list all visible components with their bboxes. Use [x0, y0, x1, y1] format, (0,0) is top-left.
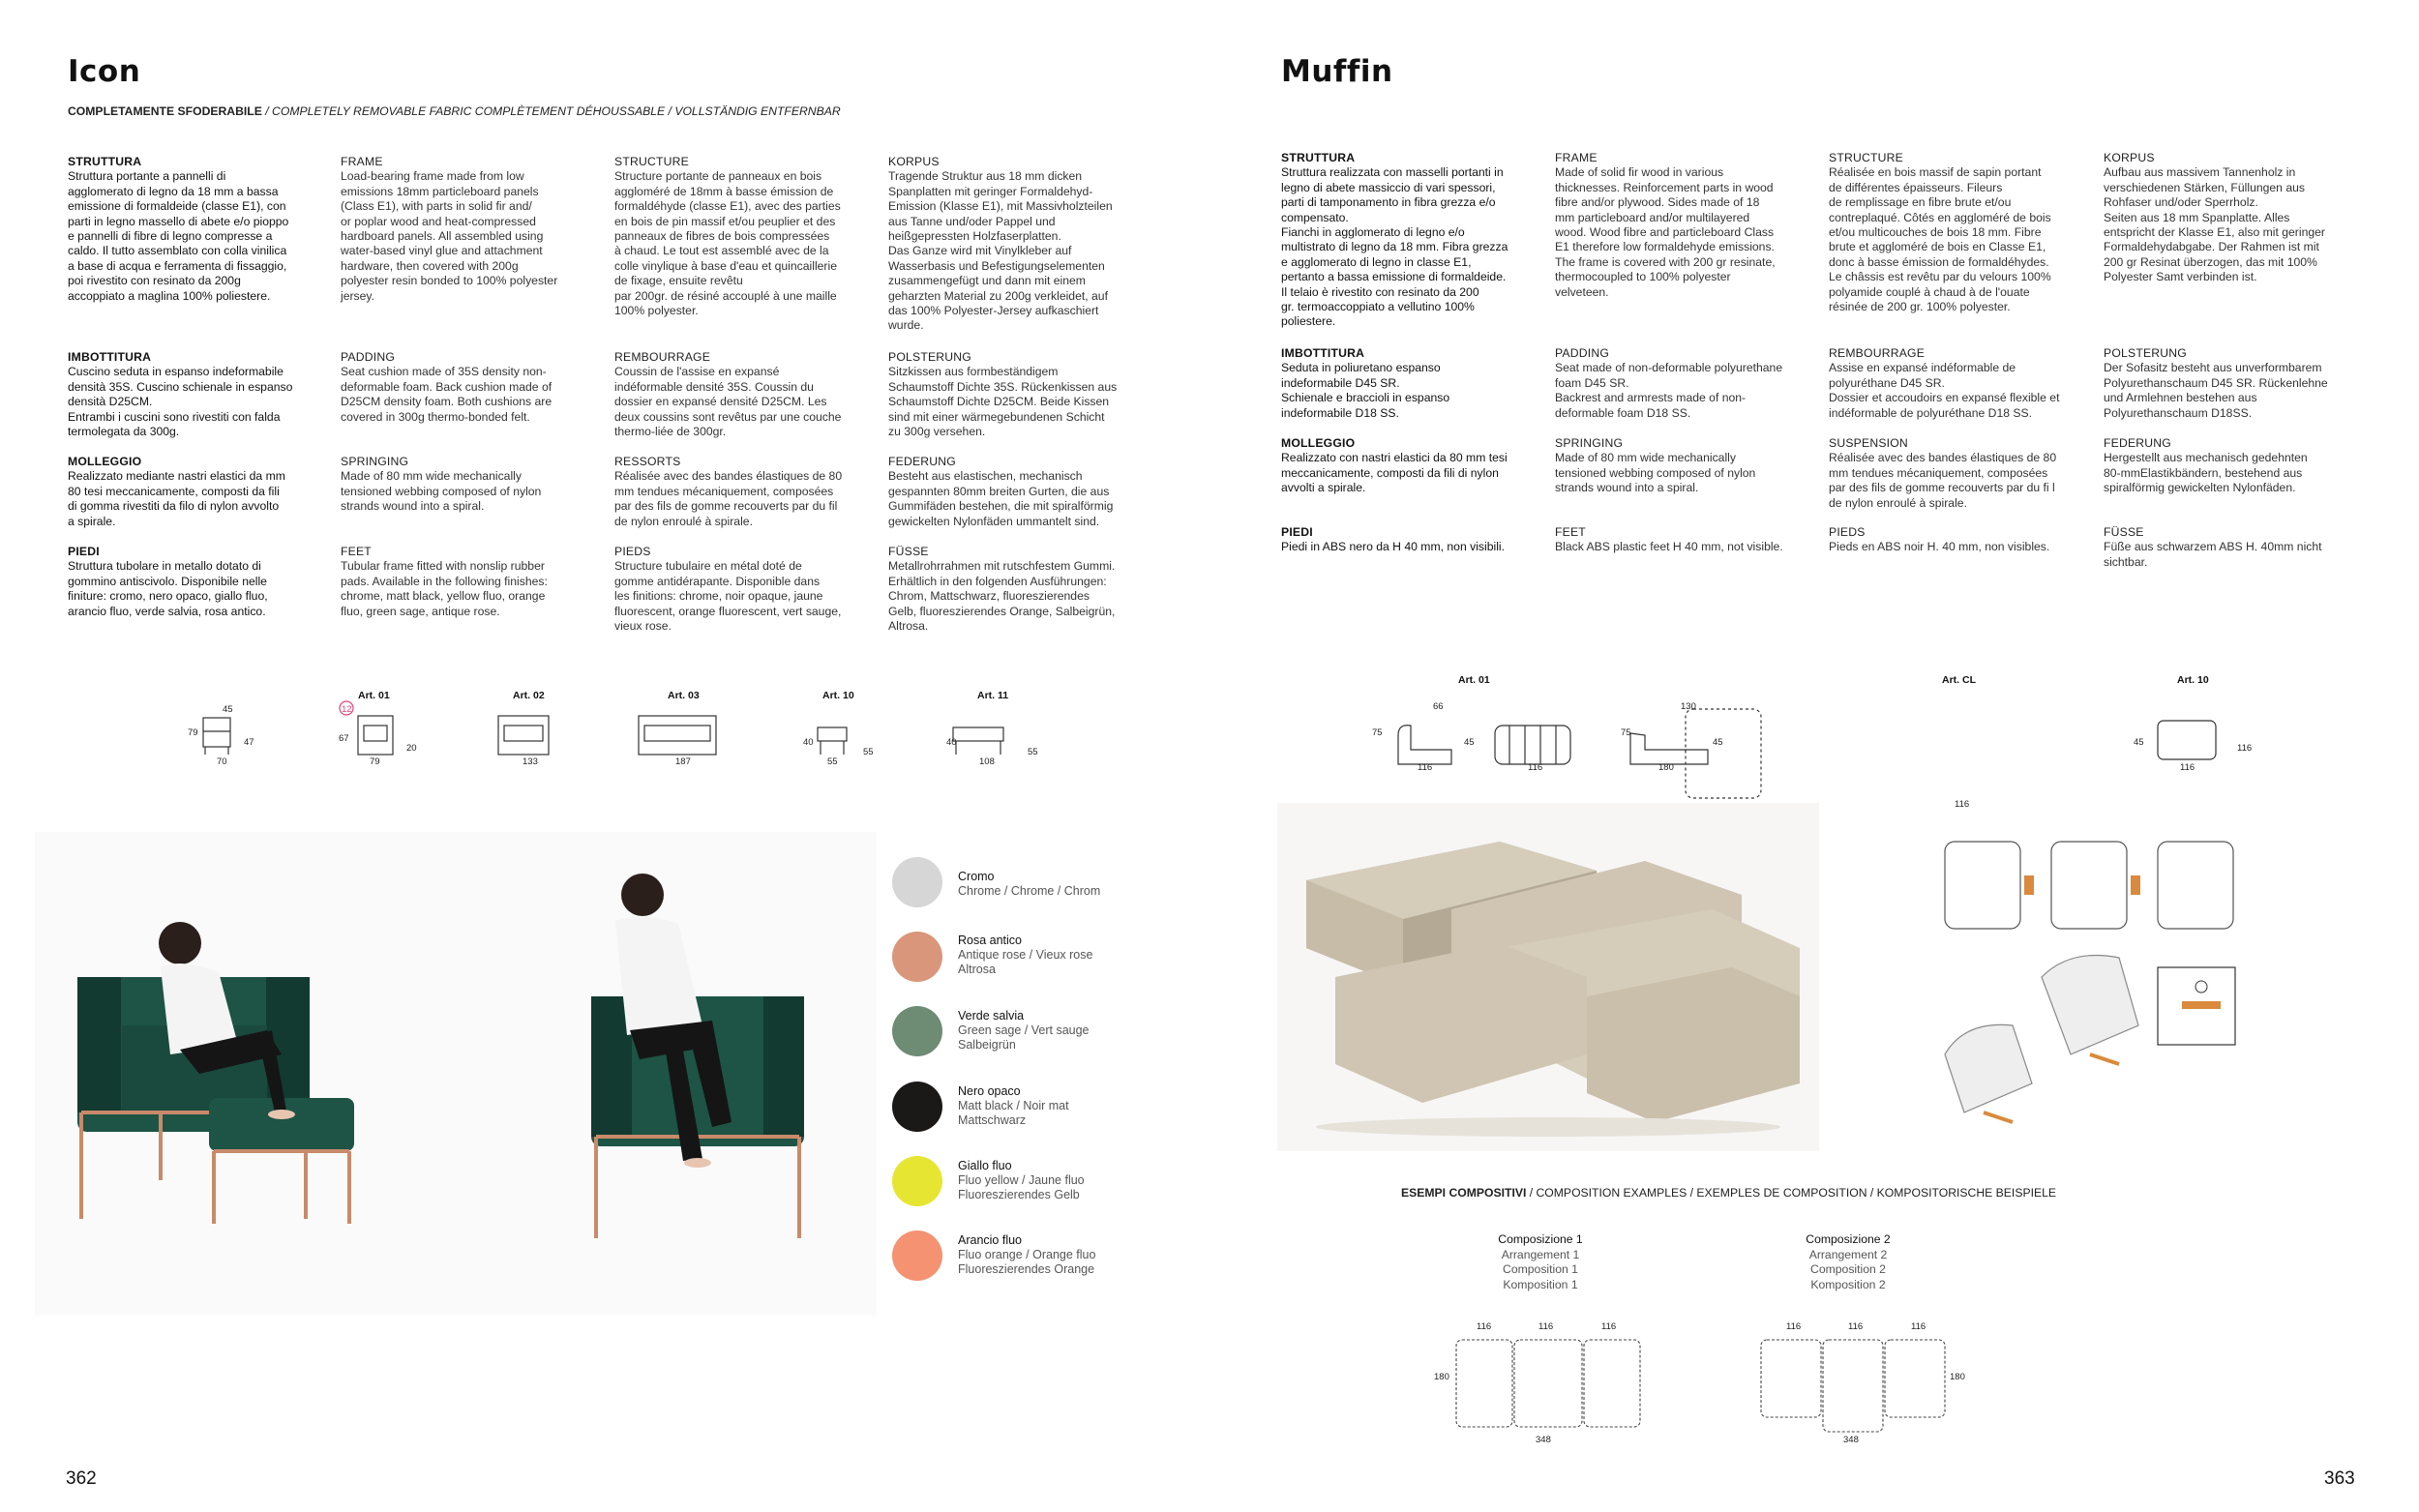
spec-de-federung: FEDERUNG Hergestellt aus mechanisch gedehnten 80-mmElastikbändern, bestehend aus spiralförmig gewickelten Nylonfäden. — [2104, 436, 2308, 495]
drawing-artcl-top — [1686, 709, 1761, 798]
composition-2-label: Composizione 2 Arrangement 2 Composition 2 Komposition 2 — [1806, 1232, 1891, 1291]
finish-giallo-fluo: Giallo fluo Fluo yellow / Jaune fluo Fluoreszierendes Gelb — [958, 1159, 1085, 1201]
dim-label: 116 — [1786, 1321, 1802, 1332]
drawing-bench — [953, 727, 1003, 741]
spec-de-korpus: KORPUS Aufbau aus massivem Tannenholz in verschiedenen Stärken, Füllungen aus Rohfaser und/oder Sperrholz. Seiten aus 18 mm Spanplatte. Alles entspricht der Klasse E1, also mit geringer Formaldehydabgabe. Der Rahmen ist mit 200 gr Resinat überzogen, das mit 100% Polyester Samt verbinden ist. — [2104, 151, 2325, 284]
article-art03: Art. 03 — [668, 690, 700, 701]
composition-1-drawing — [1427, 1316, 1659, 1441]
dim-label: 79 — [370, 756, 380, 767]
muffin-technical-drawings — [1355, 697, 2342, 813]
spec-de-polsterung: POLSTERUNG Sitzkissen aus formbeständigem Schaumstoff Dichte 35S. Rückenkissen aus Schaumstoff Dichte D25CM. Beide Kissen sind mit einer wärmegebundenen Schicht zu 300g versehen. — [888, 350, 1118, 439]
spec-it-molleggio: MOLLEGGIO Realizzato mediante nastri elastici da mm 80 tesi meccanicamente, composti da fili di gomma rivestiti da filo di nylon avvolto a spirale. — [68, 455, 285, 528]
dim-label: 70 — [217, 756, 227, 767]
composition-2-drawing — [1737, 1316, 1969, 1441]
composition-1-label: Composizione 1 Arrangement 1 Composition 1 Komposition 1 — [1498, 1232, 1583, 1291]
spec-en-feet: FEET Tubular frame fitted with nonslip rubber pads. Available in the following finishes: chrome, matt black, yellow fluo, orange fluo, green sage, antique rose. — [341, 545, 548, 618]
spec-fr-pieds: PIEDS Pieds en ABS noir H. 40 mm, non visibles. — [1829, 525, 2050, 554]
dim-label: 180 — [1950, 1372, 1965, 1382]
spec-en-frame: FRAME Load-bearing frame made from low emissions 18mm particleboard panels (Class E1), with parts in solid fir and/ or poplar wood and heat-compressed hardboard panels. All assembled using water-based vinyl glue and attachment hardware, then covered with 200g polyester resin bonded to 100% polyester jersey. — [341, 155, 558, 303]
spec-it-piedi: PIEDI Piedi in ABS nero da H 40 mm, non visibili. — [1281, 525, 1505, 554]
dim-label: 116 — [1538, 1321, 1554, 1332]
dim-label: 133 — [523, 756, 538, 767]
dim-label: 55 — [863, 747, 874, 757]
dim-label: 75 — [1372, 727, 1383, 738]
dim-label: 116 — [1418, 762, 1433, 773]
dim-label: 116 — [1601, 1321, 1617, 1332]
subtitle-bold: COMPLETAMENTE SFODERABILE — [68, 104, 262, 118]
dim-label: 116 — [1528, 762, 1543, 773]
dim-label: 55 — [827, 756, 838, 767]
spec-it-imbottitura: IMBOTTITURA Seduta in poliuretano espanso indeformabile D45 SR. Schienale e braccioli in espanso indeformabile D18 SS. — [1281, 346, 1450, 420]
module-1 — [1945, 842, 2020, 929]
spec-fr-ressorts: RESSORTS Réalisée avec des bandes élastiques de 80 mm tendues mécaniquement, composées par des fils de gomme recouverts par du fil de nylon enroulé à spirale. — [614, 455, 843, 528]
article-art10: Art. 10 — [822, 690, 854, 701]
spec-it-molleggio: MOLLEGGIO Realizzato con nastri elastici da 80 mm tesi meccanicamente, composti da fili di nylon avvolti a spirale. — [1281, 436, 1508, 495]
spec-it-struttura: STRUTTURA Struttura portante a pannelli di agglomerato di legno da 18 mm a bassa emissione di formaldeide (classe E1), con parti in legno massello di abete e/o pioppo e pannelli di fibre di legno compresse a caldo. Il tutto assemblato con colla vinilica a base di acqua e ferramenta di fissaggio, poi rivestito con resinato da 200g accoppiato a maglina 100% poliestere. — [68, 155, 289, 303]
spec-de-fusse: FÜSSE Metallrohrrahmen mit rutschfestem Gummi. Erhältlich in den folgenden Ausführungen: Chrom, Mattschwarz, fluoreszierendes Gelb, fluoreszierendes Orange, Salbeigrün, Altrosa. — [888, 545, 1116, 634]
dim-label: 116 — [1911, 1321, 1926, 1332]
finish-nero-opaco: Nero opaco Matt black / Noir mat Mattschwarz — [958, 1084, 1069, 1127]
connector-2 — [2131, 875, 2140, 895]
finish-cromo: Cromo Chrome / Chrome / Chrom — [958, 870, 1101, 898]
swatch-nero-opaco — [892, 1082, 942, 1132]
muffin-connection-diagram — [1935, 832, 2400, 1180]
drawing-two-seater — [498, 716, 549, 755]
drawing-pouf — [818, 727, 847, 741]
page-title: Muffin — [1281, 54, 1393, 89]
dim-label: 40 — [803, 737, 814, 748]
spec-de-federung: FEDERUNG Besteht aus elastischen, mechanisch gespannten 80mm breiten Gurten, die aus Gummifäden bestehen, die mit spiralförmig gewickelten Nylonfäden ummantelt sind. — [888, 455, 1114, 528]
dim-label: 40 — [946, 737, 957, 748]
muffin-sofa-photo — [1277, 803, 1819, 1151]
swatch-arancio-fluo — [892, 1230, 942, 1281]
drawing-three-seater — [639, 716, 716, 755]
spec-en-springing: SPRINGING Made of 80 mm wide mechanically tensioned webbing composed of nylon strands wound into a spiral. — [341, 455, 542, 514]
drawing-art01-side — [1398, 726, 1451, 764]
dim-label: 348 — [1536, 1435, 1551, 1445]
spec-de-fusse: FÜSSE Füße aus schwarzem ABS H. 40mm nicht sichtbar. — [2104, 525, 2322, 569]
dim-label: 348 — [1843, 1435, 1859, 1445]
finish-rosa-antico: Rosa antico Antique rose / Vieux rose Altrosa — [958, 934, 1093, 976]
spec-fr-rembourrage: REMBOURRAGE Assise en expansé indéformable de polyuréthane D45 SR. Dossier et accoudoirs en expansé flexible et indéformable de polyuréthane D18 SS. — [1829, 346, 2060, 420]
dim-label: 45 — [223, 704, 233, 715]
dim-label: 45 — [1713, 737, 1723, 748]
dim-label: 180 — [1434, 1372, 1449, 1382]
dim-label: 116 — [2180, 762, 2195, 773]
drawing-side-view — [203, 718, 230, 747]
article-art10: Art. 10 — [2177, 674, 2209, 686]
drawing-art10 — [2158, 721, 2216, 759]
dim-label: 130 — [1681, 701, 1696, 712]
dim-label: 67 — [339, 733, 349, 744]
spec-it-piedi: PIEDI Struttura tubolare in metallo dotato di gommino antiscivolo. Disponibile nelle finiture: cromo, nero opaco, giallo fluo, arancio fluo, verde salvia, rosa antico. — [68, 545, 268, 618]
page-title: Icon — [68, 54, 141, 89]
dim-label: 20 — [406, 743, 417, 754]
module-3 — [2158, 842, 2233, 929]
spec-en-padding: PADDING Seat cushion made of 35S density non- deformable foam. Back cushion made of D25CM density foam. Both cushions are covered in 300g thermo-bonded felt. — [341, 350, 552, 424]
article-art02: Art. 02 — [513, 690, 545, 701]
spec-fr-suspension: SUSPENSION Réalisée avec des bandes élastiques de 80 mm tendues mécaniquement, composées par des fils de gomme recouverts par du fi l de nylon enroulé à spirale. — [1829, 436, 2057, 510]
drawing-art01-front — [1495, 726, 1570, 764]
dim-label: 116 — [1477, 1321, 1492, 1332]
esempi-heading — [1401, 1186, 2056, 1200]
article-art01: Art. 01 — [358, 690, 390, 701]
finish-arancio-fluo: Arancio fluo Fluo orange / Orange fluo Fluoreszierendes Orange — [958, 1233, 1096, 1276]
drawing-art-lounge-side — [1630, 733, 1708, 764]
dim-label: 108 — [979, 756, 995, 767]
dim-label: 75 — [1621, 727, 1631, 738]
spec-en-springing: SPRINGING Made of 80 mm wide mechanically tensioned webbing composed of nylon strands wound into a spiral. — [1555, 436, 1756, 495]
dim-label: 45 — [1464, 737, 1475, 748]
icon-armchair-photo — [35, 832, 877, 1316]
module-2 — [2051, 842, 2127, 929]
article-marker: 12 — [342, 704, 352, 715]
article-art11: Art. 11 — [977, 690, 1009, 701]
article-artcl: Art. CL — [1942, 674, 1976, 686]
spec-de-polsterung: POLSTERUNG Der Sofasitz besteht aus unverformbarem Polyurethanschaum D45 SR. Rückenlehne und Armlehnen bestehen aus Polyurethanschaum D18SS. — [2104, 346, 2328, 420]
spec-it-struttura: STRUTTURA Struttura realizzata con masselli portanti in legno di abete massiccio di vari spessori, parti di tamponamento in fibra grezza e/o compensato. Fianchi in agglomerato di legno e/o multistrato di legno da 18 mm. Fibra grezza e agglomerato di legno in classe E1, pertanto a bassa emissione di formaldeide. Il telaio è rivestito con resinato da 200 gr. termoaccoppiato a vellutino 100% poliestere. — [1281, 151, 1508, 329]
dim-label: 47 — [244, 737, 254, 748]
swatch-cromo — [892, 857, 942, 907]
article-art01: Art. 01 — [1458, 674, 1490, 686]
page-number-right: 363 — [2324, 1468, 2355, 1489]
swatch-rosa-antico — [892, 932, 942, 982]
spec-en-frame: FRAME Made of solid fir wood in various thicknesses. Reinforcement parts in wood fibre and/or plywood. Sides made of 18 mm particleboard and/or multilayered wood. Wood fibre and particleboard Class E1 therefore low formaldehyde emissions. The frame is covered with 200 gr resinate, thermocoupled to 100% polyester velveteen. — [1555, 151, 1776, 299]
right-page — [1210, 0, 2419, 1512]
dim-label: 45 — [2134, 737, 2144, 748]
drawing-armchair-front — [358, 716, 393, 755]
dim-label: 55 — [1028, 747, 1038, 757]
spec-fr-structure: STRUCTURE Structure portante de panneaux en bois aggloméré de 18mm à basse émission de formaldéhyde (classe E1), avec des parties en bois de pin massif et/ou peuplier et des panneaux de fibres de bois compressées à chaud. Le tout est assemblé avec de la colle vinylique à base d'eau et quincaillerie de fixage, ensuite revêtu par 200gr. de résiné accouplé à une maille 100% polyester. — [614, 155, 841, 318]
dim-label: 187 — [675, 756, 691, 767]
chair-module-b — [2042, 956, 2138, 1055]
spec-it-imbottitura: IMBOTTITURA Cuscino seduta in espanso indeformabile densità 35S. Cuscino schienale in espanso densità D25CM. Entrambi i cuscini sono rivestiti con falda termolegata da 300g. — [68, 350, 293, 439]
icon-technical-drawings — [174, 697, 1045, 784]
finish-verde-salvia: Verde salvia Green sage / Vert sauge Salbeigrün — [958, 1009, 1090, 1052]
spec-fr-pieds: PIEDS Structure tubulaire en métal doté de gomme antidérapante. Disponible dans les finitions: chrome, noir opaque, jaune fluorescent, orange fluorescent, vert sauge, vieux rose. — [614, 545, 842, 634]
chair-module-a — [1945, 1024, 2032, 1112]
spec-fr-rembourrage: REMBOURRAGE Coussin de l'assise en expansé indéformable densité 35S. Coussin du dossier en expansé densité D25CM. Les deux coussins sont revêtus par une couche thermo-liée de 300gr. — [614, 350, 842, 439]
dim-label: 180 — [1658, 762, 1674, 773]
swatch-giallo-fluo — [892, 1156, 942, 1206]
swatch-verde-salvia — [892, 1006, 942, 1056]
dim-label: 66 — [1433, 701, 1444, 712]
dim-label: 116 — [1955, 799, 1970, 810]
spec-de-korpus: KORPUS Tragende Struktur aus 18 mm dicken Spanplatten mit geringer Formaldehyd- Emission (Klasse E1), mit Massivholzteilen aus Tanne und/oder Pappel und heißgepressten Holzfaserplatten. Das Ganze wird mit Vinylkleber auf Wasserbasis und Befestigungselementen zusammengefügt und dann mit einem geharzten Material zu 200g verkleidet, auf das 100% Polyester-Jersey aufkaschiert wurde. — [888, 155, 1113, 333]
dim-label: 116 — [2237, 743, 2253, 754]
spec-fr-structure: STRUCTURE Réalisée en bois massif de sapin portant de différentes épaisseurs. Fileurs de remplissage en fibre brute et/ou contreplaqué. Côtés en aggloméré de bois et/ou multicouches de bois 18 mm. Fibre brute et aggloméré de bois en Classe E1, donc à basse émission de formaldéhydes. Le châssis est revêtu par du velours 100% polyamide couplé à chaud à de l'ouate résinée de 200 gr. 100% polyester. — [1829, 151, 2051, 314]
dim-label: 79 — [188, 727, 198, 738]
connector-1 — [2024, 875, 2034, 895]
page-subtitle — [68, 104, 841, 118]
page-number-left: 362 — [66, 1468, 97, 1489]
spec-en-padding: PADDING Seat made of non-deformable polyurethane foam D45 SR. Backrest and armrests made of non- deformable foam D18 SS. — [1555, 346, 1783, 420]
subtitle-rest: / COMPLETELY REMOVABLE FABRIC COMPLÈTEMENT DÉHOUSSABLE / VOLLSTÄNDIG ENTFERNBAR — [261, 104, 841, 118]
esempi-bold: ESEMPI COMPOSITIVI — [1401, 1186, 1527, 1200]
dim-label: 116 — [1848, 1321, 1864, 1332]
spec-en-feet: FEET Black ABS plastic feet H 40 mm, not visible. — [1555, 525, 1783, 554]
esempi-rest: / COMPOSITION EXAMPLES / EXEMPLES DE COMPOSITION / KOMPOSITORISCHE BEISPIELE — [1526, 1186, 2057, 1200]
